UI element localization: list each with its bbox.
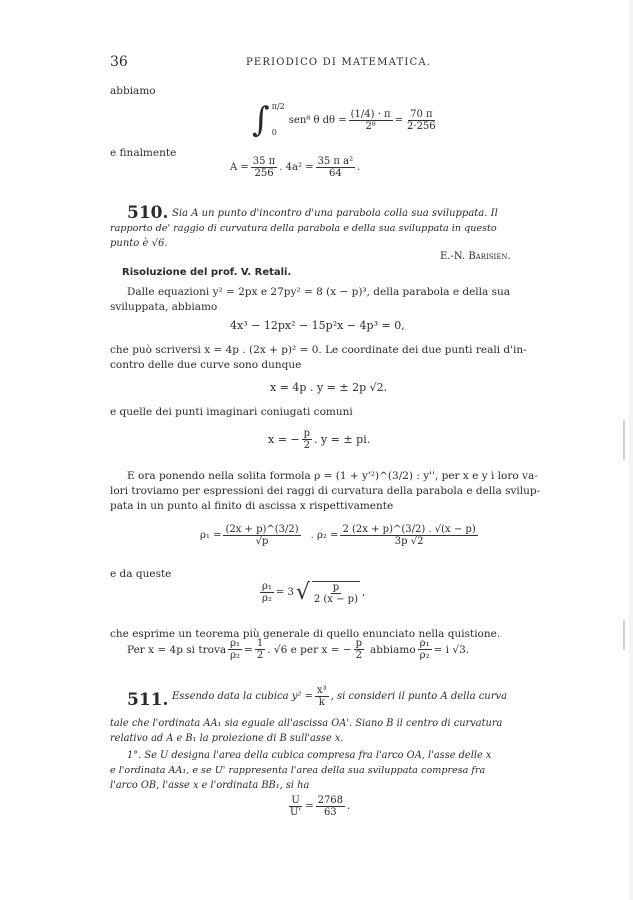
- q510-statement-line2: rapporto de' raggio di curvatura della parabola e della sua sviluppata in questo: [110, 223, 497, 234]
- q510-p4-line3: pata in un punto al finito di ascissa x rispettivamente: [110, 500, 394, 512]
- eq3-lhs: x = −: [268, 433, 300, 446]
- q510-p6: [127, 638, 469, 661]
- scan-mark: [623, 420, 625, 460]
- q510-p1-line1: Dalle equazioni y² = 2px e 27py² = 8 (x − p)³, della parabola e della sua: [127, 286, 511, 298]
- integral-mid-num: (1/4) · π: [350, 108, 391, 120]
- running-title: PERIODICO DI MATEMATICA.: [246, 57, 432, 68]
- p6-f3-num: p: [355, 638, 363, 649]
- scan-edge: [629, 0, 633, 900]
- p6-f1-den: ρ₂: [230, 650, 241, 661]
- q511-line1-a: Essendo data la cubica y² =: [172, 691, 313, 702]
- eq3-den: 2: [303, 440, 311, 451]
- q511-line1-den: k: [318, 697, 325, 708]
- equation-area-ratio: [286, 795, 350, 818]
- area2-den: 64: [328, 168, 342, 179]
- area-mid: . 4a² =: [279, 162, 314, 173]
- word-abbiamo: abbiamo: [110, 85, 156, 97]
- final-num: U: [291, 795, 300, 806]
- p6-f2-den: 2: [256, 650, 264, 661]
- ratio-den: 2 (x − p): [313, 593, 358, 605]
- ratio-num: p: [332, 581, 340, 593]
- ratio-lhs-den: ρ₂: [262, 593, 272, 604]
- q510-p2-line1: che può scriversi x = 4p . (2x + p)² = 0. Le coordinate dei due punti reali d'in-: [110, 344, 527, 356]
- equation-imaginary-points: [268, 428, 370, 451]
- rho1-num: (2x + p)^(3/2): [225, 524, 299, 535]
- rho2-num: 2 (2x + p)^(3/2) . √(x − p): [342, 524, 476, 535]
- rho2-lhs: . ρ₂ =: [310, 530, 339, 541]
- equation-radii: [200, 524, 480, 547]
- rho2-den: 3p √2: [394, 536, 424, 547]
- ratio-mid: = 3: [275, 587, 294, 598]
- integral-sign: ∫: [252, 100, 270, 140]
- q511-number: 511.: [127, 690, 169, 710]
- q510-p2-line2: contro delle due curve sono dunque: [110, 359, 302, 371]
- q510-p4-line2: lori troviamo per espressioni dei raggi di curvatura della parabola e della svilup-: [110, 485, 541, 497]
- q511-line6: l'arco OB, l'asse x e l'ordinata BB₁, si ha: [110, 780, 310, 791]
- p6-f4-num: ρ₁: [419, 638, 430, 649]
- p6-f3-den: 2: [355, 650, 363, 661]
- eq3-rhs: . y = ± pi.: [314, 433, 371, 446]
- p6-d: abbiamo: [370, 643, 416, 656]
- area-equation: [230, 156, 360, 179]
- p6-e: = i √3.: [433, 643, 470, 656]
- equation-quartic: 4x³ − 12px² − 15p²x − 4p³ = 0,: [230, 319, 405, 332]
- phrase-e-da-queste: e da queste: [110, 568, 172, 580]
- ratio-lhs-num: ρ₁: [262, 581, 272, 592]
- q511-line4: 1°. Se U designa l'area della cubica compresa fra l'arco OA, l'asse delle x: [127, 750, 492, 761]
- integral-upper: π/2: [271, 102, 285, 111]
- p6-f2-num: 1: [256, 638, 264, 649]
- eq3-num: p: [303, 428, 311, 439]
- area-lhs: A =: [230, 162, 249, 173]
- sqrt-sign-icon: √: [295, 580, 310, 605]
- q511-line1-num: x³: [316, 685, 327, 696]
- page-number: 36: [110, 54, 128, 70]
- rho1-den: √p: [255, 536, 269, 547]
- solution-title: Risoluzione del prof. V. Retali.: [122, 267, 292, 278]
- equation-ratio: [258, 580, 365, 605]
- p6-f1-num: ρ₁: [230, 638, 241, 649]
- integrand: sen⁸ θ dθ =: [288, 114, 347, 126]
- q510-p3: e quelle dei punti imaginari coniugati comuni: [110, 406, 353, 418]
- q510-p5: che esprime un teorema più generale di quello enunciato nella quistione.: [110, 628, 501, 640]
- integral-equation: ∫ π/2 0 sen⁸ θ dθ = $\frac{(1/4) \cdot \pi}{\text{2⁸}}$ = $\frac{70 \pi}{2\cdot 256}$: [252, 100, 436, 140]
- q511-line5: e l'ordinata AA₁, e se U' rappresenta l'area della sua sviluppata compresa fra: [110, 765, 486, 776]
- q510-p4-line1: E ora ponendo nella solita formola ρ = (1 + y'²)^(3/2) : y'', per x e y i loro va-: [127, 470, 538, 482]
- integral-lower: 0: [271, 128, 277, 137]
- q510-number: 510.: [127, 203, 169, 223]
- q511-line3: relativo ad A e B₁ la proiezione di B sull'asse x.: [110, 733, 344, 744]
- final-den: U': [290, 807, 302, 818]
- final-rden: 63: [323, 807, 337, 818]
- q510-statement-line3: punto è √6.: [110, 238, 168, 249]
- p6-c: . √6 e per x = −: [267, 643, 352, 656]
- integral-result-num: 70 π: [410, 108, 433, 120]
- q511-line1-b: , si consideri il punto A della curva: [330, 691, 508, 702]
- final-eq: =: [305, 801, 314, 812]
- equation-real-points: x = 4p . y = ± 2p √2.: [270, 381, 388, 394]
- final-rnum: 2768: [317, 795, 344, 806]
- word-finalmente: e finalmente: [110, 147, 177, 159]
- p6-b: =: [244, 643, 253, 656]
- q510-author: E.-N. Barisien.: [440, 251, 511, 262]
- scan-mark: [623, 620, 625, 650]
- q510-statement-line1: Sia A un punto d'incontro d'una parabola colla sua sviluppata. Il: [172, 208, 498, 219]
- q511-line2: tale che l'ordinata AA₁ sia eguale all'ascissa OA'. Siano B il centro di curvatura: [110, 718, 503, 729]
- integral-result-den: 2·256: [407, 120, 436, 132]
- area-den: 256: [254, 168, 274, 179]
- area2-num: 35 π a²: [317, 156, 354, 167]
- p6-a: Per x = 4p si trova: [127, 643, 227, 656]
- ratio-end: ,: [361, 587, 366, 598]
- area-end: .: [357, 162, 361, 173]
- integral-mid-den: 2⁸: [365, 120, 376, 132]
- p6-f4-den: ρ₂: [419, 650, 430, 661]
- q511-line1: [172, 685, 507, 708]
- area-num: 35 π: [252, 156, 276, 167]
- q510-p1-line2: sviluppata, abbiamo: [110, 301, 218, 313]
- rho1-lhs: ρ₁ =: [200, 530, 222, 541]
- final-end: .: [347, 801, 351, 812]
